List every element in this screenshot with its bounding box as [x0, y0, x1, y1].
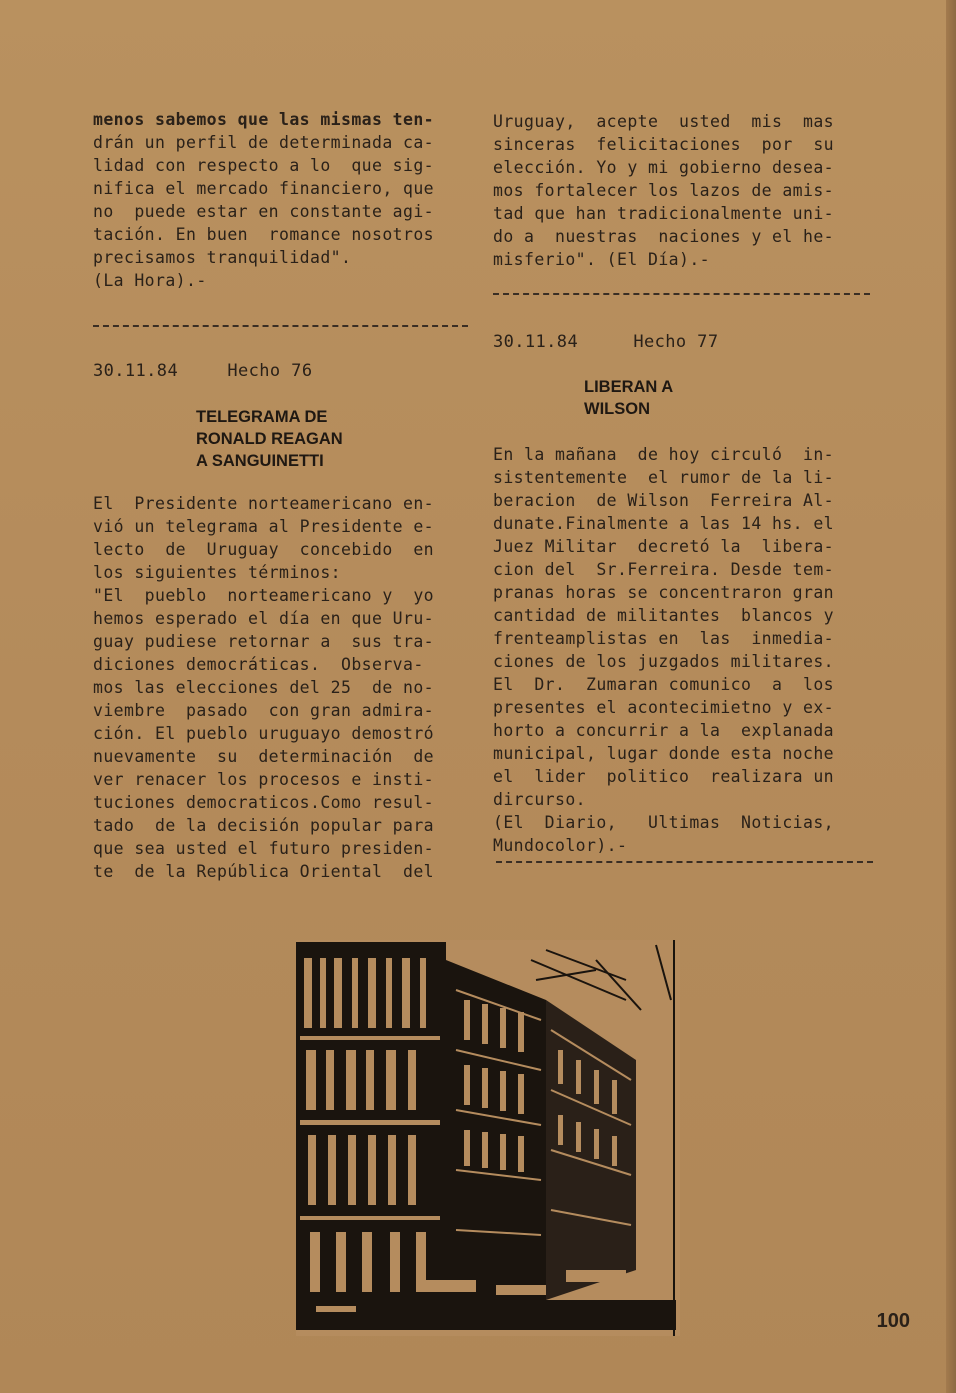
text-line: tación. En buen romance nosotros	[93, 225, 435, 244]
separator	[93, 325, 468, 327]
entry-title-77	[584, 376, 673, 420]
text-line: precisamos tranquilidad".	[93, 248, 352, 267]
text-line: sinceras felicitaciones por su	[493, 135, 835, 154]
text-line: Mundocolor).-	[493, 836, 628, 855]
text-line: tad que han tradicionalmente uni-	[493, 204, 835, 223]
text-line: Juez Militar decretó la libera-	[493, 537, 835, 556]
text-line: los siguientes términos:	[93, 563, 342, 582]
page-edge	[946, 0, 956, 1393]
text-line: El Dr. Zumaran comunico a los	[493, 675, 835, 694]
text-line: menos sabemos que las mismas ten-	[93, 110, 435, 129]
text-line: no puede estar en constante agi-	[93, 202, 435, 221]
text-line: que sea usted el futuro presiden-	[93, 839, 435, 858]
text-line: "El pueblo norteamericano y yo	[93, 586, 435, 605]
entry-title-76	[196, 406, 343, 472]
right-continuation	[493, 110, 878, 271]
text-line: misferio". (El Día).-	[493, 250, 711, 269]
title-line: LIBERAN A	[584, 378, 674, 396]
text-line: Uruguay, acepte usted mis mas	[493, 112, 835, 131]
text-line: ciones de los juzgados militares.	[493, 652, 835, 671]
text-line: beracion de Wilson Ferreira Al-	[493, 491, 835, 510]
text-line: frenteamplistas en las inmedia-	[493, 629, 835, 648]
text-line: do a nuestras naciones y el he-	[493, 227, 835, 246]
left-continuation	[93, 108, 473, 292]
text-line: cion del Sr.Ferreira. Desde tem-	[493, 560, 835, 579]
text-line: tado de la decisión popular para	[93, 816, 435, 835]
text-line: lecto de Uruguay concebido en	[93, 540, 435, 559]
text-line: diciones democráticas. Observa-	[93, 655, 424, 674]
text-line: elección. Yo y mi gobierno desea-	[493, 158, 835, 177]
entry-date: 30.11.84	[493, 332, 579, 352]
title-line: WILSON	[584, 400, 650, 418]
text-line: municipal, lugar donde esta noche	[493, 744, 835, 763]
entry-heading-76	[93, 360, 312, 383]
page-number: 100	[876, 1310, 910, 1332]
text-line: dircurso.	[493, 790, 587, 809]
text-line: sistentemente el rumor de la li-	[493, 468, 835, 487]
text-line: (La Hora).-	[93, 271, 207, 290]
title-line: A SANGUINETTI	[196, 452, 324, 470]
text-line: nifica el mercado financiero, que	[93, 179, 435, 198]
text-line: cantidad de militantes blancos y	[493, 606, 835, 625]
text-line: tuciones democraticos.Como resul-	[93, 793, 435, 812]
text-line: En la mañana de hoy circuló in-	[493, 445, 835, 464]
entry-label: Hecho 76	[227, 361, 313, 381]
building-engraving-icon	[296, 940, 680, 1336]
title-line: RONALD REAGAN	[196, 430, 343, 448]
text-line: ción. El pueblo uruguayo demostró	[93, 724, 435, 743]
text-line: pranas horas se concentraron gran	[493, 583, 835, 602]
text-line: drán un perfil de determinada ca-	[93, 133, 435, 152]
text-line: nuevamente su determinación de	[93, 747, 435, 766]
text-line: (El Diario, Ultimas Noticias,	[493, 813, 835, 832]
text-line: ver renacer los procesos e insti-	[93, 770, 435, 789]
left-body	[93, 492, 473, 883]
text-line: viembre pasado con gran admira-	[93, 701, 435, 720]
right-body	[493, 443, 878, 857]
text-line: el lider politico realizara un	[493, 767, 835, 786]
text-line: horto a concurrir a la explanada	[493, 721, 835, 740]
text-line: dunate.Finalmente a las 14 hs. el	[493, 514, 835, 533]
entry-label: Hecho 77	[633, 332, 719, 352]
text-line: presentes el acontecimietno y ex-	[493, 698, 835, 717]
text-line: guay pudiese retornar a sus tra-	[93, 632, 435, 651]
text-line: vió un telegrama al Presidente e-	[93, 517, 435, 536]
text-line: El Presidente norteamericano en-	[93, 494, 435, 513]
text-line: mos fortalecer los lazos de amis-	[493, 181, 835, 200]
text-line: mos las elecciones del 25 de no-	[93, 678, 435, 697]
title-line: TELEGRAMA DE	[196, 408, 328, 426]
text-line: te de la República Oriental del	[93, 862, 435, 881]
separator	[496, 861, 873, 863]
entry-heading-77	[493, 331, 718, 354]
text-line: lidad con respecto a lo que sig-	[93, 156, 435, 175]
separator	[493, 293, 870, 295]
text-line: hemos esperado el día en que Uru-	[93, 609, 435, 628]
entry-date: 30.11.84	[93, 361, 179, 381]
